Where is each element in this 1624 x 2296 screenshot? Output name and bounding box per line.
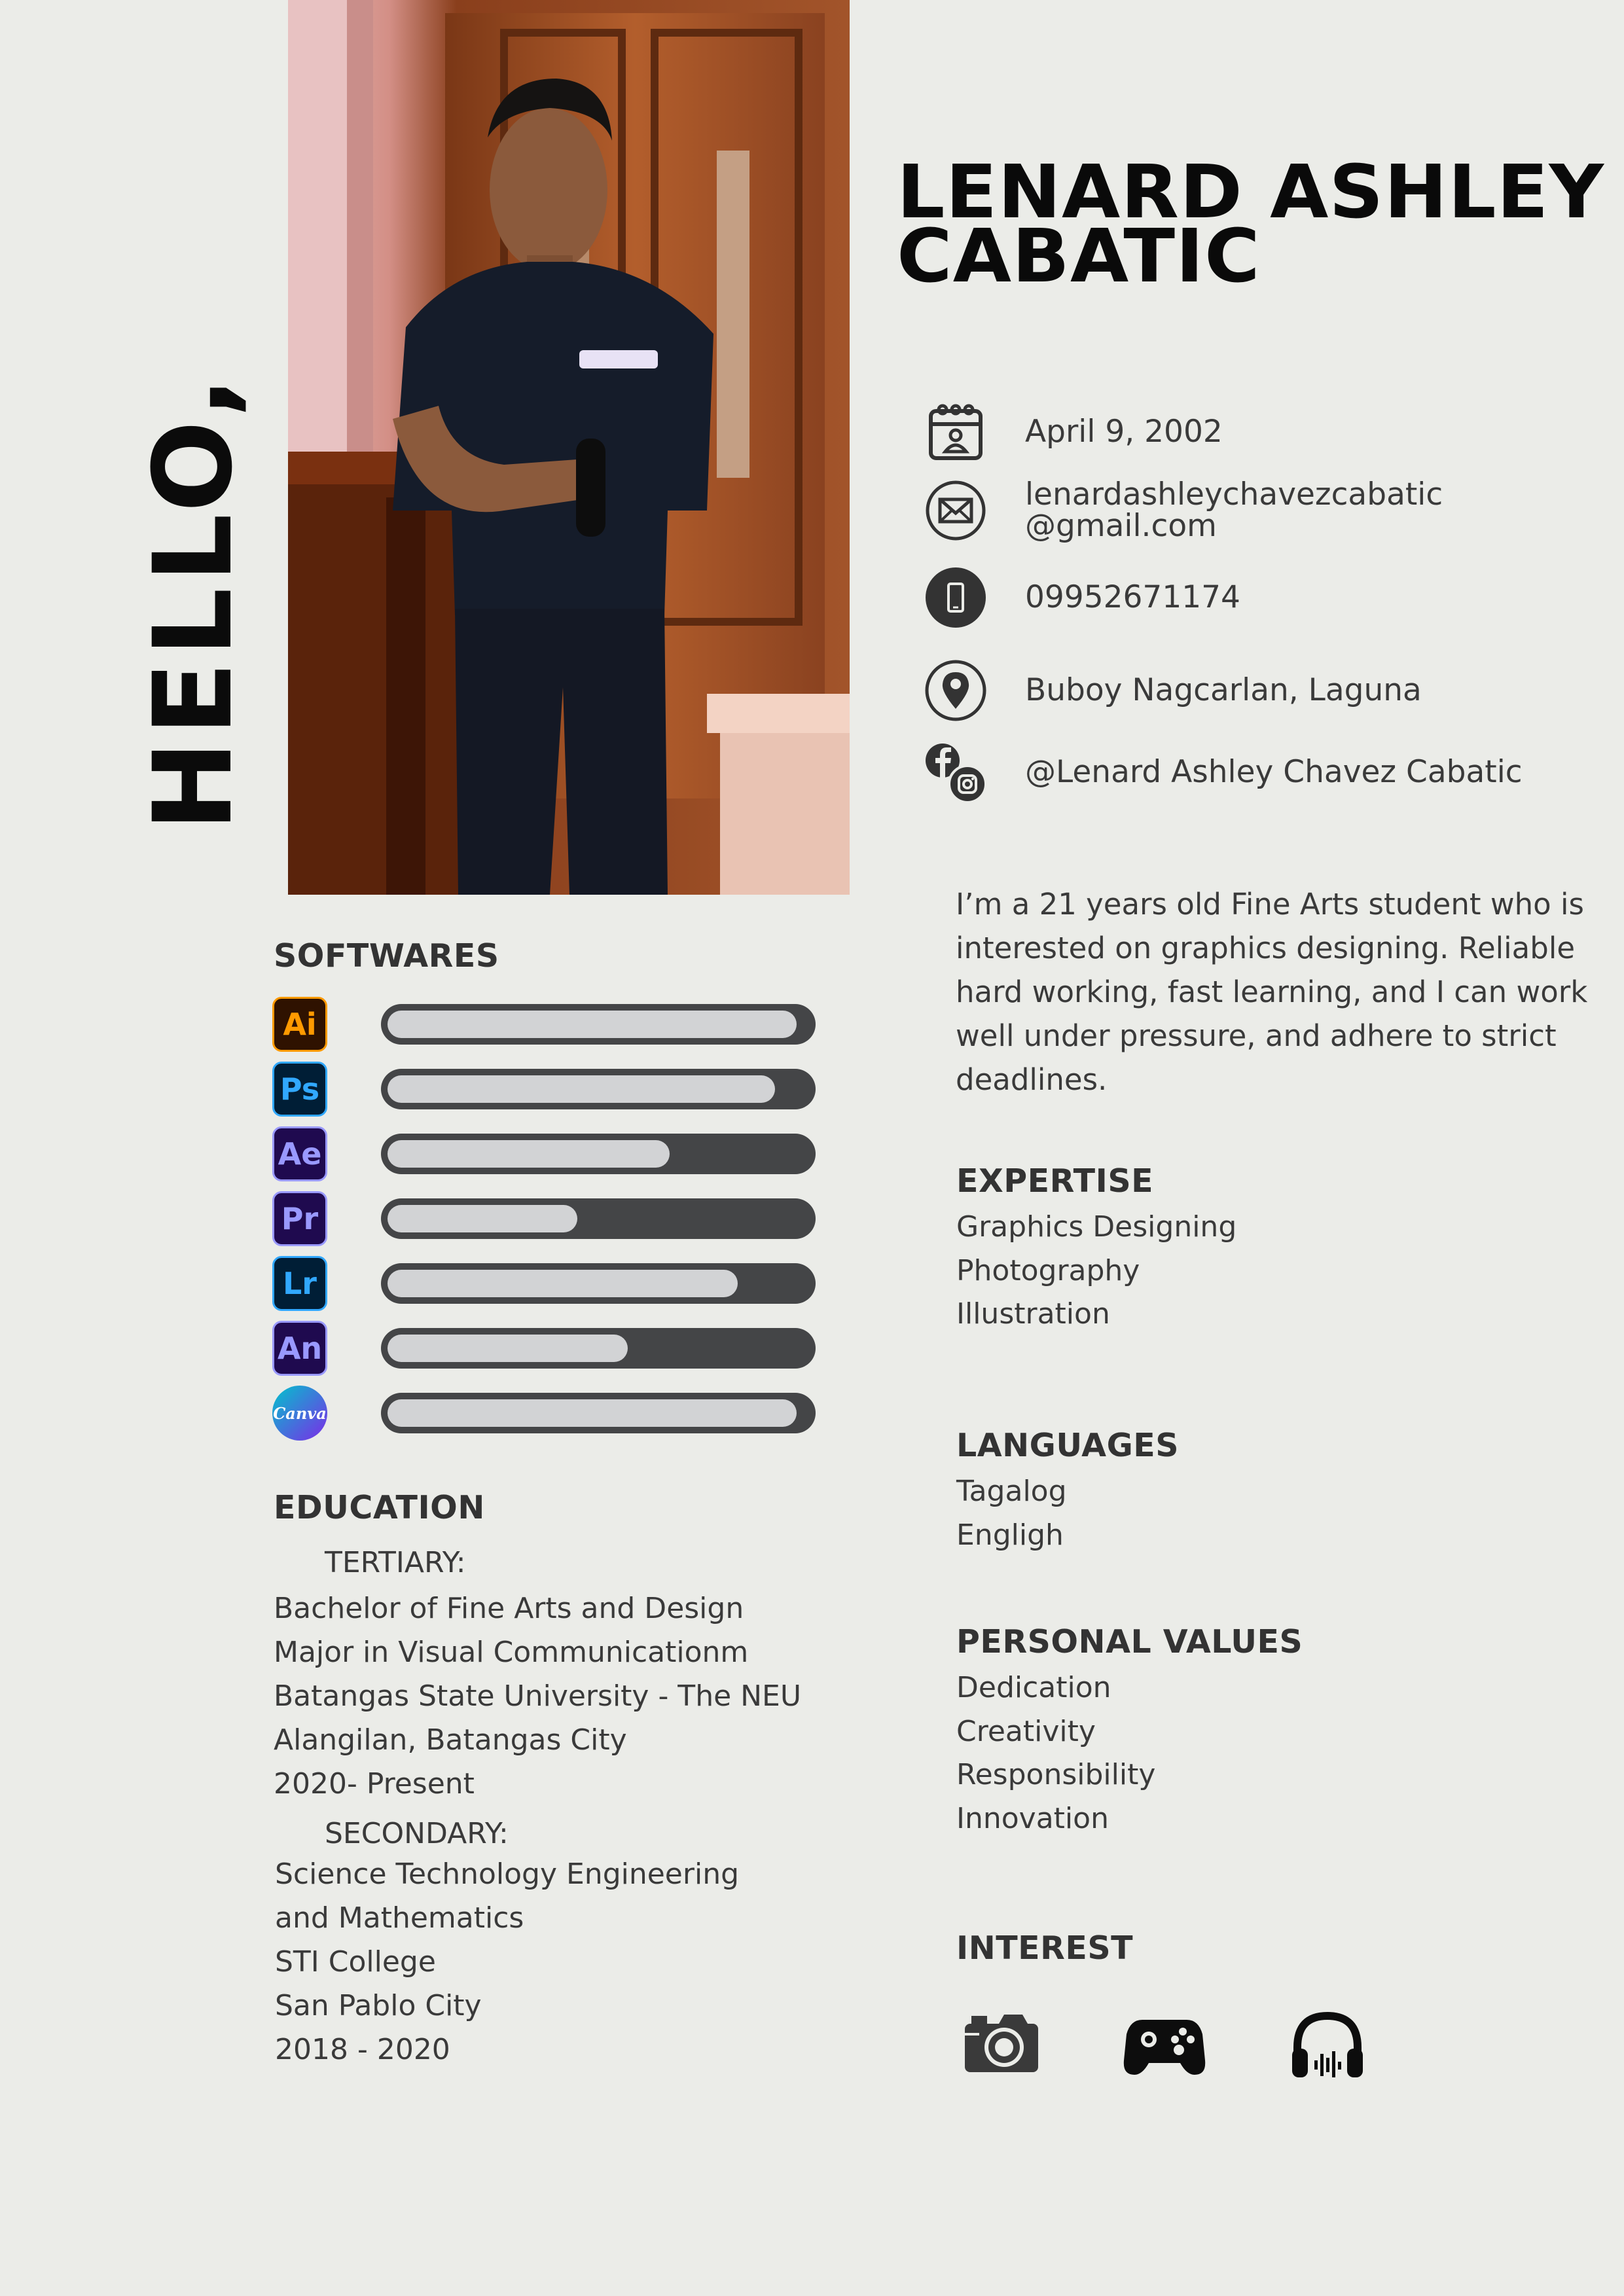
email-icon — [924, 479, 987, 542]
software-logo-icon: Ps — [272, 1062, 327, 1117]
tertiary-line: Major in Visual Communicationm — [274, 1636, 749, 1669]
skill-bar-fill — [388, 1335, 628, 1362]
software-row — [272, 1192, 816, 1246]
secondary-line: 2018 - 2020 — [275, 2033, 450, 2066]
skill-bar-fill — [388, 1011, 797, 1038]
education-heading: EDUCATION — [274, 1489, 485, 1526]
skill-bar-fill — [388, 1140, 670, 1168]
software-logo-icon: Ae — [272, 1126, 327, 1181]
skill-bar — [381, 1198, 816, 1239]
profile-summary: I’m a 21 years old Fine Arts student who is interested on graphics designing. Reliable hard working, fast learning, and I can work well under pressure, and adhere to strict deadlines. — [956, 887, 1588, 1097]
value-item: Responsibility — [956, 1758, 1156, 1791]
contact-email — [924, 475, 1605, 547]
full-name — [897, 150, 1605, 299]
skill-bar — [381, 1263, 816, 1304]
tertiary-line: Batangas State University - The NEU — [274, 1679, 802, 1713]
personal-values-heading: PERSONAL VALUES — [956, 1623, 1303, 1660]
secondary-line: and Mathematics — [275, 1901, 524, 1935]
name-line-1: LENARD ASHLEY — [897, 150, 1605, 235]
profile-photo — [288, 0, 850, 895]
camera-icon — [962, 2009, 1041, 2075]
headphones-icon — [1291, 2011, 1364, 2079]
contact-birthday — [924, 396, 1605, 468]
software-row — [272, 997, 816, 1051]
contact-phone — [924, 562, 1605, 634]
email-line-1: lenardashleychavezcabatic — [1025, 476, 1443, 512]
language-item: Engligh — [956, 1518, 1064, 1552]
phone-text: 09952671174 — [1025, 579, 1240, 615]
software-row — [272, 1257, 816, 1310]
skill-bar-fill — [388, 1205, 577, 1232]
tertiary-label: TERTIARY: — [325, 1546, 466, 1579]
personal-values-list — [956, 1666, 1155, 1840]
software-row — [272, 1321, 816, 1375]
gamepad-icon — [1123, 2016, 1206, 2076]
social-text: @Lenard Ashley Chavez Cabatic — [1025, 754, 1523, 790]
software-logo-icon: Lr — [272, 1256, 327, 1311]
skill-bar — [381, 1393, 816, 1433]
profile-photo-illustration — [288, 0, 850, 895]
skill-bar-fill — [388, 1075, 775, 1103]
secondary-label: SECONDARY: — [325, 1817, 509, 1850]
contact-address — [924, 655, 1605, 726]
hello-greeting: HELLO, — [130, 371, 256, 831]
secondary-details — [275, 1852, 739, 2072]
software-row — [272, 1062, 816, 1116]
tertiary-details — [274, 1587, 801, 1806]
secondary-line: San Pablo City — [275, 1989, 482, 2022]
skill-bar — [381, 1069, 816, 1109]
email-text — [1025, 476, 1443, 544]
secondary-line: STI College — [275, 1945, 436, 1979]
skill-bar-fill — [388, 1399, 797, 1427]
expertise-item: Photography — [956, 1253, 1140, 1287]
calendar-icon — [924, 401, 987, 463]
software-logo-icon: Ai — [272, 997, 327, 1052]
software-row — [272, 1386, 816, 1440]
software-logo-icon: An — [272, 1321, 327, 1376]
email-line-2: @gmail.com — [1025, 508, 1217, 544]
value-item: Creativity — [956, 1714, 1096, 1748]
expertise-list — [956, 1206, 1236, 1336]
skill-bar — [381, 1134, 816, 1174]
secondary-line: Science Technology Engineering — [275, 1857, 740, 1891]
phone-icon — [924, 566, 987, 629]
interest-heading: INTEREST — [956, 1929, 1134, 1967]
expertise-heading: EXPERTISE — [956, 1162, 1154, 1200]
tertiary-line: Bachelor of Fine Arts and Design — [274, 1592, 744, 1625]
contact-social — [924, 736, 1605, 808]
expertise-item: Illustration — [956, 1297, 1110, 1331]
address-text: Buboy Nagcarlan, Laguna — [1025, 672, 1422, 708]
skill-bar — [381, 1004, 816, 1045]
skill-bar-fill — [388, 1270, 738, 1297]
tertiary-line: 2020- Present — [274, 1767, 475, 1801]
languages-heading: LANGUAGES — [956, 1427, 1180, 1464]
facebook-instagram-icon — [924, 741, 987, 804]
birthday-text: April 9, 2002 — [1025, 414, 1223, 450]
languages-list — [956, 1470, 1067, 1557]
language-item: Tagalog — [956, 1475, 1067, 1508]
skill-bar — [381, 1328, 816, 1369]
softwares-heading: SOFTWARES — [274, 937, 499, 975]
expertise-item: Graphics Designing — [956, 1210, 1237, 1244]
software-logo-icon: Canva — [272, 1386, 327, 1441]
tertiary-line: Alangilan, Batangas City — [274, 1723, 627, 1757]
location-pin-icon — [924, 659, 987, 722]
software-logo-icon: Pr — [272, 1191, 327, 1246]
value-item: Innovation — [956, 1801, 1109, 1835]
software-row — [272, 1127, 816, 1181]
name-line-2: CABATIC — [897, 214, 1261, 299]
value-item: Dedication — [956, 1671, 1111, 1704]
